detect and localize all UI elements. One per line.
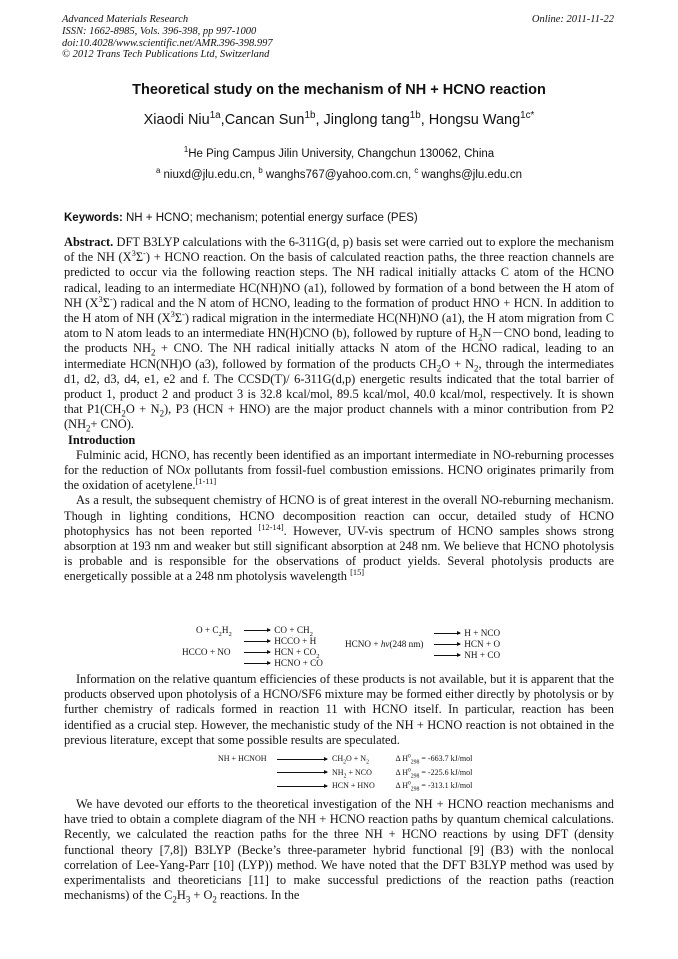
affiliation-sup: 1 [183,145,189,155]
doi-line: doi:10.4028/www.scientific.net/AMR.396-398.997 [62,37,273,49]
author-list: Xiaodi Niu$^{1a}$,Cancan Sun$^{1b}$, Jinglong tang$^{1b}$, Hongsu Wang$^{1c*}$ [143,110,535,128]
reaction-arrow [244,630,270,631]
reaction-arrow [434,655,460,656]
author: Jinglong tang [323,112,410,128]
reaction-arrow [434,644,460,645]
email-sup: b [258,166,263,176]
reaction-arrow [244,652,270,653]
journal-name: Advanced Materials Research [62,14,189,25]
paragraph-quantum: Information on the relative quantum efficiencies of these products is not available, but it is apparent that the products observed upon photolysis of a HCNO/SF6 mixture may be formed either directly by photolysis or by further chemistry of radicals formed in reaction 11 with HCNO itself. In particular, reaction has been identified as a crucial step. However, the mechanistic study of the NH + HCNO reaction is not obtained in the previous literature, except that some possible results are speculated. [64,672,614,747]
email-sup: c [414,166,419,176]
online-date: Online: 2011-11-22 [531,14,614,25]
author-sup: 1b [304,110,316,122]
abstract-label: Abstract. [64,235,114,249]
issn-line: ISSN: 1662-8985, Vols. 396-398, pp 997-1000 [62,25,257,37]
scheme-reactant: HCCO + NO [182,647,231,657]
copyright-line: © 2012 Trans Tech Publications Ltd, Switzerland [62,49,270,61]
email-link[interactable]: wanghs767@yahoo.com.cn [265,169,408,181]
journal-header [62,14,273,61]
scheme2-reactant: NH + HCNOH [218,754,267,763]
scheme-reactant: $O + C_2H_2$ [196,625,232,638]
scheme1-mid: HCNO + hν(248 nm) [345,639,424,649]
introduction-heading: Introduction [68,432,136,447]
author: Cancan Sun [224,112,305,128]
email-link[interactable]: niuxd@jlu.edu.cn [163,169,252,181]
keywords-label: Keywords: [64,212,123,224]
author-sup: 1b [409,110,421,122]
reaction-arrow [244,663,270,664]
keywords-text: NH + HCNO; mechanism; potential energy surface (PES) [126,212,418,224]
author-sup: 1c* [520,110,535,122]
abstract: Abstract. DFT B3LYP calculations with the 6-311G(d, p) basis set were carried out to explore the mechanism of the NH $(X^3\Sigma^-)$ + HCNO reaction. On the basis of calculated reaction paths, the three reaction channels are predicted to occur via the following reaction steps. The NH radical initially attacks C atom of the HCNO radical, leading to an intermediate HC(NH)NO (a1), followed by formation of a bond between the H atom of NH $(X^3\Sigma^-)$ radical and the N atom of HCNO, leading to the formation of product HNO + HCN. In addition to the H atom of NH $(X^3\Sigma^-)$ radical migration in the intermediate HC(NH)NO (a1), the H atom migration from C atom to N atom leads to an intermediate HN(H)CNO (b), followed by rupture of $H_2N-CNO$ bond, leading to the products $NH_2$ + CNO. The NH radical initially attacks N atom of the HCNO radical, leading to an intermediate HCN(NH)O (a3), followed by formation of the products $CH_2O + N_2$, through the intermediates d1, d2, d3, d4, e1, e2 and f. The CCSD(T)/ 6-311G(d,p) energetic results indicated that the total barrier of product 1, product 2 and product 3 is 32.8 kcal/mol, 89.5 kcal/mol, 40.0 kcal/mol, respectively. It is shown that $P1(CH_2O + N_2)$, P3 (HCN + HNO) are the major product channels with a minor contribution from P2 $(NH_2+ CNO)$. Introduction Fulminic acid, HCNO, has recently been identified as an important intermediate in NO-reburning processes for the reduction of NOx pollutants from fossil-fuel combustion emissions. HCNO originates primarily from the oxidation of acetylene.[1-11] As a result, the subsequent chemistry of HCNO is of great interest in the overall NO-reburning mechanism. Though in lighting conditions, HCNO decomposition reaction can occur, detailed study of HCNO photophysics has not been reported [12-14]. However, UV-vis spectrum of HCNO samples shows strong absorption at 193 nm and weaker but still significant absorption at 248 nm. We believe that HCNO photolysis is probable and is responsible for the observations of product yields. Several photolysis products are energetically possible at a 248 nm photolysis wavelength [15] [64,235,615,584]
scheme1-left: $O + C_2H_2$ CO + $CH_2$ HCCO + H HCCO + NO HCN + $CO_2$ HCNO + CO [182,625,323,668]
author: Xiaodi Niu [143,112,210,128]
reaction-arrow [434,633,460,634]
author: Hongsu Wang [428,112,521,128]
email-link[interactable]: wanghs@jlu.edu.cn [421,169,523,181]
paper-title: Theoretical study on the mechanism of NH + HCNO reaction [132,82,546,98]
author-sup: 1a [209,110,221,122]
keywords [64,212,616,224]
email-sup: a [155,166,161,176]
email-line: $^a$ niuxd@jlu.edu.cn, $^b$ wanghs767@yahoo.com.cn, $^c$ wanghs@jlu.edu.cn [155,166,523,181]
affiliation [0,145,678,160]
affiliation-text: He Ping Campus Jilin University, Changchun 130062, China [188,148,495,160]
reaction-arrow [244,641,270,642]
paragraph-methods: We have devoted our efforts to the theoretical investigation of the NH + HCNO reaction mechanisms and have tried to obtain a complete diagram of the NH + HCNO reaction paths by quantum chemical calculations. Recently, we calculated the reaction paths for the three NH + HCNO reactions by using DFT (density functional theory [7,8]) B3LYP (Becke’s three-parameter hybrid functional [9] (B3) with the nonlocal correlation of Lee-Yang-Parr [10] (LYP)) method. We have noted that the DFT B3LYP method was used by experimentalists and theoreticians [11] to make successful predictions of the reaction paths (reaction mechanisms) of the $C_2H_3 + O_2$ reactions. In the [64,797,614,905]
scheme2: NH + HCNOH $CH_2O + N_2$ Δ $H^0_{298} = -663.7$ kJ/mol $NH_2$ + NCO Δ $H^0_{298} = -225.6$ kJ/mol HCN + HNO Δ $H^0_{298} = -313.1$ kJ/mol [218,753,473,793]
scheme1-right: H + NCO HCN + O NH + CO [432,628,500,661]
